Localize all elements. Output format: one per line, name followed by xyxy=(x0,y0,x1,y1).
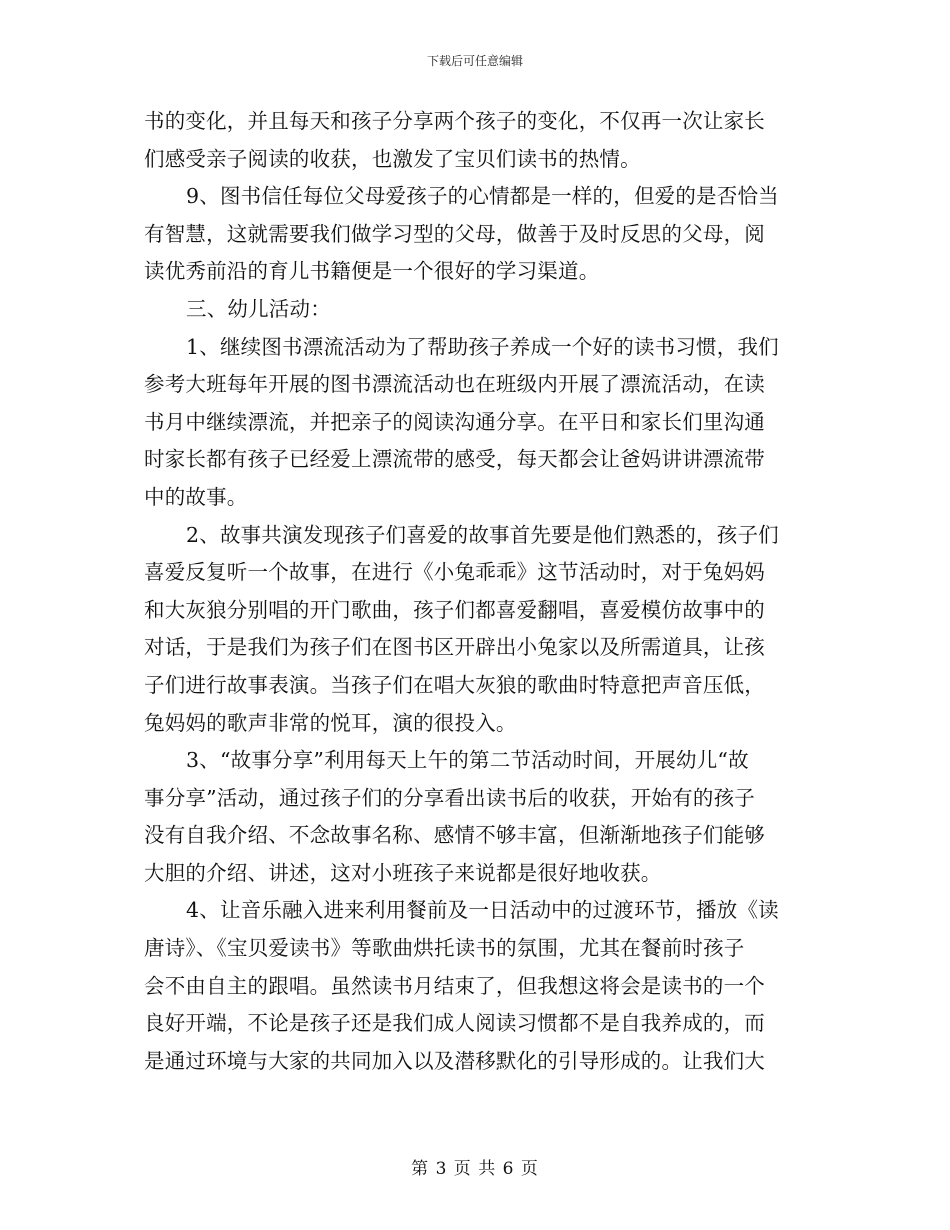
page-number: 第 3 页 共 6 页 xyxy=(411,1159,539,1179)
text-line: 三、幼儿活动： xyxy=(186,296,331,321)
text-line: 大胆的介绍、讲述，这对小班孩子来说都是很好地收获。 xyxy=(144,860,662,885)
text-line: 时家长都有孩子已经爱上漂流带的感受，每天都会让爸妈讲讲漂流带 xyxy=(144,447,765,472)
text-line: 们感受亲子阅读的收获，也激发了宝贝们读书的热情。 xyxy=(144,146,641,171)
text-line: 读优秀前沿的育儿书籍便是一个很好的学习渠道。 xyxy=(144,259,600,284)
text-line: 3、“故事分享”利用每天上午的第二节活动时间，开展幼儿“故 xyxy=(186,748,749,773)
text-line: 和大灰狼分别唱的开门歌曲，孩子们都喜爱翻唱，喜爱模仿故事中的 xyxy=(144,597,765,622)
text-line: 没有自我介绍、不念故事名称、感情不够丰富，但渐渐地孩子们能够 xyxy=(144,823,765,848)
text-line: 1、继续图书漂流活动为了帮助孩子养成一个好的读书习惯，我们 xyxy=(186,334,779,359)
text-line: 兔妈妈的歌声非常的悦耳，演的很投入。 xyxy=(144,710,517,735)
text-line: 子们进行故事表演。当孩子们在唱大灰狼的歌曲时特意把声音压低， xyxy=(144,672,765,697)
text-line: 4、让音乐融入进来利用餐前及一日活动中的过渡环节，播放《读 xyxy=(186,898,779,923)
text-line: 书月中继续漂流，并把亲子的阅读沟通分享。在平日和家长们里沟通 xyxy=(144,409,765,434)
text-line: 是通过环境与大家的共同加入以及潜移默化的引导形成的。让我们大 xyxy=(144,1048,765,1073)
text-line: 参考大班每年开展的图书漂流活动也在班级内开展了漂流活动，在读 xyxy=(144,372,765,397)
text-line: 书的变化，并且每天和孩子分享两个孩子的变化，不仅再一次让家长 xyxy=(144,109,765,133)
text-line: 2、故事共演发现孩子们喜爱的故事首先要是他们熟悉的，孩子们 xyxy=(186,522,779,547)
text-line: 事分享”活动，通过孩子们的分享看出读书后的收获，开始有的孩子 xyxy=(144,785,755,810)
text-line: 中的故事。 xyxy=(144,484,248,509)
document-body xyxy=(144,103,806,1080)
text-line: 对话，于是我们为孩子们在图书区开辟出小兔家以及所需道具，让孩 xyxy=(144,635,765,660)
text-line: 有智慧，这就需要我们做学习型的父母，做善于及时反思的父母，阅 xyxy=(144,221,765,246)
text-line: 唐诗》、《宝贝爱读书》等歌曲烘托读书的氛围，尤其在餐前时孩子 xyxy=(144,936,745,961)
text-line: 良好开端，不论是孩子还是我们成人阅读习惯都不是自我养成的，而 xyxy=(144,1011,765,1036)
text-line: 喜爱反复听一个故事，在进行《小兔乖乖》这节活动时，对于兔妈妈 xyxy=(144,560,765,585)
page-header: 下载后可任意编辑 xyxy=(426,54,523,68)
text-line: 会不由自主的跟唱。虽然读书月结束了，但我想这将会是读书的一个 xyxy=(144,973,765,998)
text-line: 9、图书信任每位父母爱孩子的心情都是一样的，但爱的是否恰当 xyxy=(186,184,779,209)
